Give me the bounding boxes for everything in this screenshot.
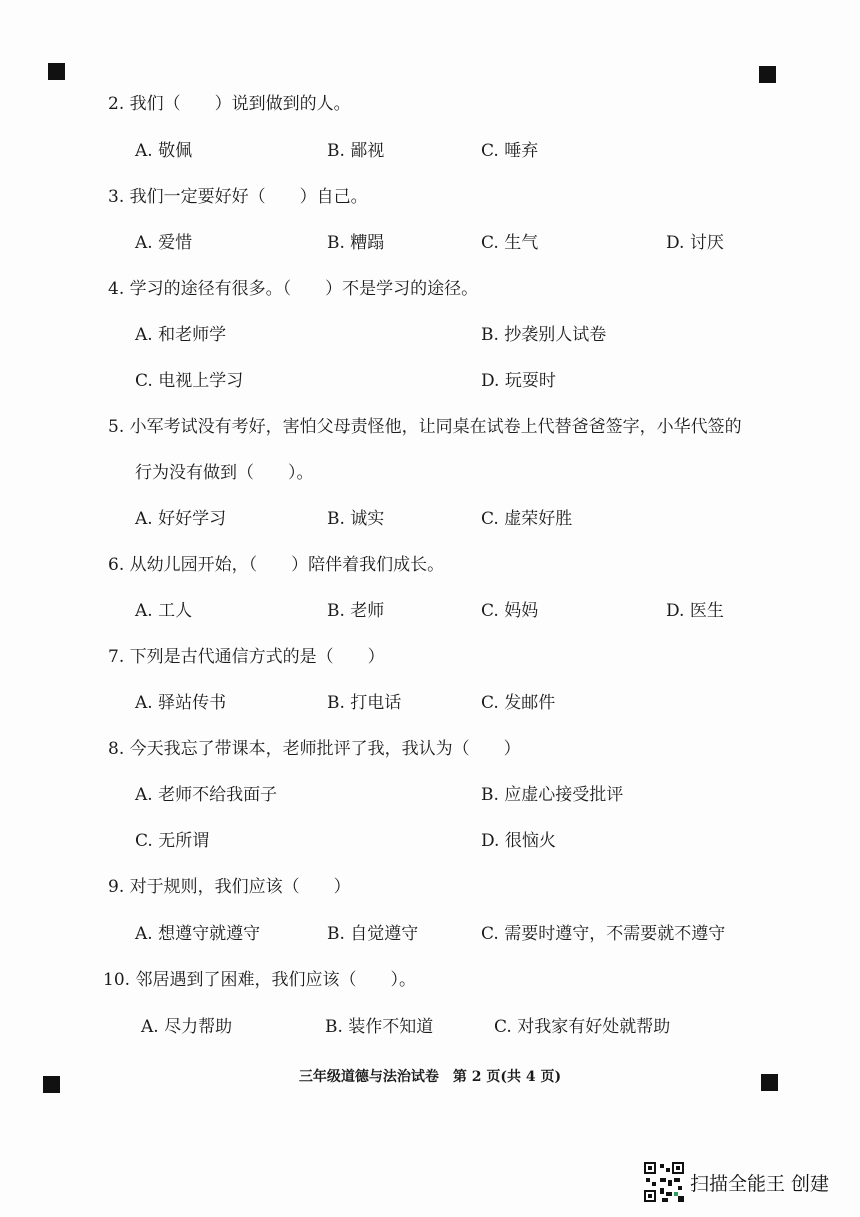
question-text: 今天我忘了带课本，老师批评了我，我认为（ ）	[129, 739, 521, 759]
page-footer: 三年级道德与法治试卷 第 2 页(共 4 页)	[298, 1069, 562, 1085]
question-text: 从幼儿园开始，（ ）陪伴着我们成长。	[129, 555, 445, 575]
option-c: C. 生气	[481, 233, 539, 253]
question-4	[108, 278, 478, 300]
question-text: 我们（ ）说到做到的人。	[129, 94, 351, 114]
question-text-continued: 行为没有做到（ ）。	[135, 463, 314, 483]
option-c: C. 妈妈	[481, 601, 539, 621]
question-number: 6.	[108, 555, 125, 575]
option-c: C. 虚荣好胜	[481, 509, 573, 529]
question-10	[103, 969, 416, 991]
option-b: B. 糟蹋	[327, 233, 385, 253]
option-c: C. 发邮件	[481, 693, 556, 713]
question-2	[108, 93, 351, 115]
question-3	[108, 186, 368, 208]
option-a: A. 驿站传书	[135, 693, 227, 713]
option-c: C. 需要时遵守，不需要就不遵守	[481, 924, 726, 944]
option-a: A. 老师不给我面子	[135, 785, 278, 805]
question-9	[108, 876, 351, 898]
option-a: A. 尽力帮助	[141, 1017, 233, 1037]
option-b: B. 装作不知道	[325, 1017, 434, 1037]
question-6	[108, 554, 444, 576]
question-text: 下列是古代通信方式的是（ ）	[129, 647, 385, 667]
scanner-watermark	[644, 1162, 829, 1202]
watermark-text: 扫描全能王 创建	[690, 1172, 830, 1195]
option-b: B. 抄袭别人试卷	[481, 325, 607, 345]
registration-mark-top-right	[759, 66, 776, 83]
option-d: D. 很恼火	[481, 831, 556, 851]
option-b: B. 打电话	[327, 693, 402, 713]
question-number: 5.	[108, 417, 125, 437]
question-text: 对于规则，我们应该（ ）	[129, 877, 351, 897]
question-number: 3.	[108, 187, 125, 207]
question-text: 学习的途径有很多。（ ）不是学习的途径。	[129, 279, 479, 299]
option-b: B. 诚实	[327, 509, 385, 529]
option-b: B. 鄙视	[327, 141, 385, 161]
option-a: A. 想遵守就遵守	[135, 924, 261, 944]
question-number: 8.	[108, 739, 125, 759]
question-number: 10.	[103, 970, 131, 990]
question-number: 2.	[108, 94, 125, 114]
option-c: C. 无所谓	[135, 831, 210, 851]
option-a: A. 好好学习	[135, 509, 227, 529]
question-number: 4.	[108, 279, 125, 299]
question-7	[108, 646, 385, 668]
option-d: D. 医生	[666, 601, 724, 621]
registration-mark-top-left	[48, 63, 65, 80]
option-d: D. 玩耍时	[481, 371, 556, 391]
option-b: B. 老师	[327, 601, 385, 621]
option-a: A. 和老师学	[135, 325, 227, 345]
option-b: B. 自觉遵守	[327, 924, 419, 944]
option-c: C. 唾弃	[481, 141, 539, 161]
option-b: B. 应虚心接受批评	[481, 785, 624, 805]
question-number: 9.	[108, 877, 125, 897]
question-text: 小军考试没有考好，害怕父母责怪他，让同桌在试卷上代替爸爸签字，小华代签的	[129, 417, 742, 437]
option-a: A. 工人	[135, 601, 193, 621]
option-a: A. 爱惜	[135, 233, 193, 253]
question-text: 我们一定要好好（ ）自己。	[129, 187, 368, 207]
option-a: A. 敬佩	[135, 141, 193, 161]
option-d: D. 讨厌	[666, 233, 724, 253]
question-number: 7.	[108, 647, 125, 667]
question-5	[108, 416, 742, 438]
question-8	[108, 738, 521, 760]
qr-code-icon	[644, 1162, 684, 1202]
question-text: 邻居遇到了困难，我们应该（ ）。	[135, 970, 416, 990]
option-c: C. 对我家有好处就帮助	[494, 1017, 671, 1037]
option-c: C. 电视上学习	[135, 371, 244, 391]
